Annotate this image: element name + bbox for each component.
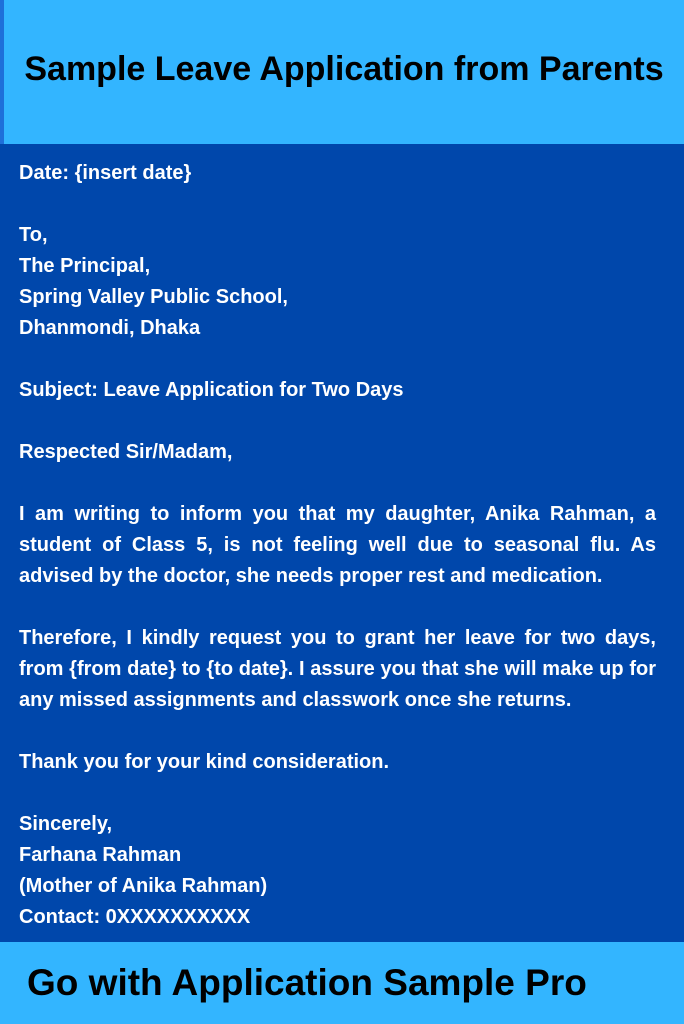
spacer (19, 778, 656, 809)
letter-to: To, (19, 224, 48, 246)
spacer (19, 189, 656, 220)
letter-paragraph-2: Therefore, I kindly request you to grant her leave for two days, from {from date} to {to date}. I assure you that she will make up for any missed assignments and classwork once she returns. (19, 627, 656, 711)
recipient-school: Spring Valley Public School, (19, 286, 288, 308)
letter-date: Date: {insert date} (19, 162, 192, 184)
letter-body (0, 144, 684, 942)
letter-paragraph-1: I am writing to inform you that my daughter, Anika Rahman, a student of Class 5, is not feeling well due to seasonal flu. As advised by the doctor, she needs proper rest and medication. (19, 503, 656, 587)
letter-salutation: Respected Sir/Madam, (19, 441, 233, 463)
letter-content (19, 158, 656, 933)
recipient-title: The Principal, (19, 255, 151, 277)
spacer (19, 592, 656, 623)
header-banner (0, 0, 684, 144)
letter-closing: Sincerely, (19, 813, 113, 835)
sender-name: Farhana Rahman (19, 844, 182, 866)
sender-contact: Contact: 0XXXXXXXXXX (19, 906, 251, 928)
footer-title: Go with Application Sample Pro (27, 962, 587, 1003)
footer-banner (0, 942, 684, 1024)
spacer (19, 468, 656, 499)
letter-subject: Subject: Leave Application for Two Days (19, 379, 404, 401)
spacer (19, 716, 656, 747)
page-title: Sample Leave Application from Parents (24, 50, 664, 88)
letter-thanks: Thank you for your kind consideration. (19, 751, 390, 773)
spacer (19, 406, 656, 437)
recipient-location: Dhanmondi, Dhaka (19, 317, 201, 339)
spacer (19, 344, 656, 375)
sender-relation: (Mother of Anika Rahman) (19, 875, 268, 897)
